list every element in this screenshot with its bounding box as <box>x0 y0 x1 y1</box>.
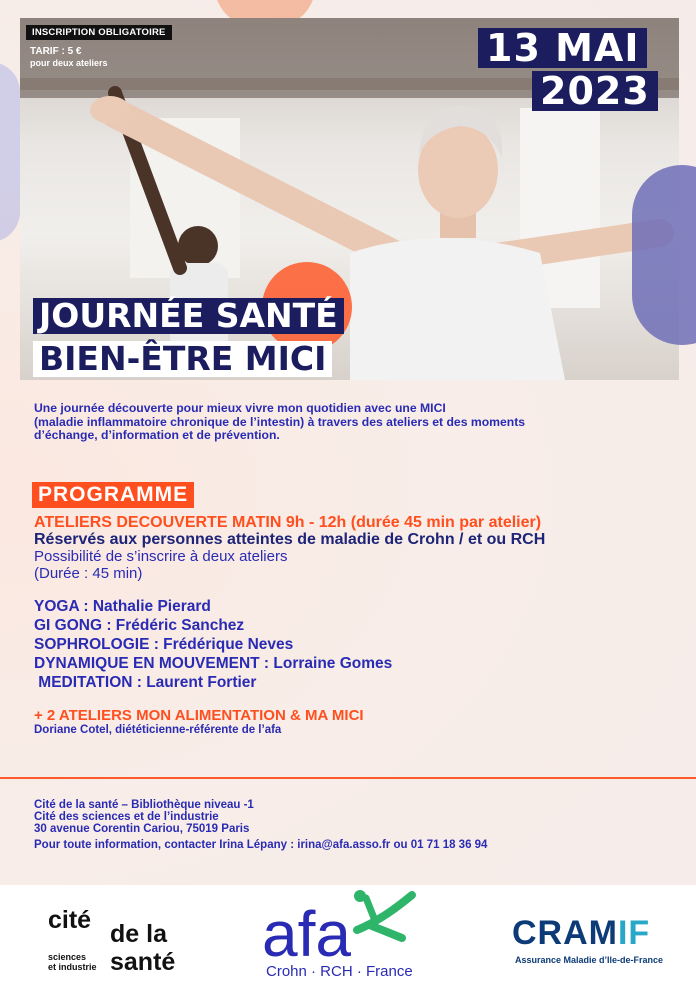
cite-logo-sub2: et industrie <box>48 962 97 972</box>
afa-logo <box>262 890 432 965</box>
page-title-line2: BIEN-ÊTRE MICI <box>33 341 332 377</box>
address-line: 30 avenue Corentin Cariou, 75019 Paris <box>34 823 250 835</box>
inscription-badge: INSCRIPTION OBLIGATOIRE <box>26 25 172 40</box>
contact-line: Pour toute information, contacter Irina Lépany : irina@afa.asso.fr ou 01 71 18 36 94 <box>34 839 488 851</box>
atelier-item: MEDITATION : Laurent Fortier <box>34 674 257 691</box>
cite-logo-de-la-sante <box>110 920 175 976</box>
cite-logo-sub1: sciences <box>48 952 87 962</box>
atelier-item: SOPHROLOGIE : Frédérique Neves <box>34 636 294 653</box>
page-title-line1: JOURNÉE SANTÉ <box>33 298 344 334</box>
cite-logo-sante: santé <box>110 948 176 976</box>
atelier-item: GI GONG : Frédéric Sanchez <box>34 617 245 634</box>
intro-line: (maladie inflammatoire chronique de l’intestin) à travers des ateliers et des moments <box>34 414 526 429</box>
cite-logo-subtitle <box>48 952 97 972</box>
intro-line: Une journée découverte pour mieux vivre mon quotidien avec une MICI <box>34 401 446 415</box>
possibilite-text: Possibilité de s’inscrire à deux ateliers <box>34 548 288 565</box>
address-line: Cité de la santé – Bibliothèque niveau -1 <box>34 799 254 811</box>
alimentation-heading: + 2 ATELIERS MON ALIMENTATION & MA MICI <box>34 707 364 724</box>
cramif-logo-a: CRAM <box>512 914 618 952</box>
reserves-text: Réservés aux personnes atteintes de maladie de Crohn / et ou RCH <box>34 531 546 548</box>
afa-logo-text: afa <box>262 898 351 965</box>
intro-line: d’échange, d’information et de prévention. <box>34 428 280 442</box>
cramif-logo-b: IF <box>617 914 651 952</box>
decor-blob-violet <box>632 165 696 345</box>
cite-logo-de-la: de la <box>110 920 167 948</box>
duree-text: (Durée : 45 min) <box>34 565 143 582</box>
afa-logo-subtitle: Crohn · RCH · France <box>266 963 413 980</box>
tarif-sublabel: pour deux ateliers <box>30 58 108 68</box>
decor-blob-lilac <box>0 62 20 242</box>
ateliers-matin: ATELIERS DECOUVERTE MATIN 9h - 12h (durée 45 min par atelier) <box>34 514 542 531</box>
cramif-logo <box>512 914 650 953</box>
intro-text <box>34 402 594 443</box>
event-date-year: 2023 <box>532 71 658 111</box>
tarif-label: TARIF : 5 € <box>30 46 82 57</box>
programme-heading: PROGRAMME <box>32 482 194 508</box>
address-line: Cité des sciences et de l’industrie <box>34 811 219 823</box>
atelier-item: DYNAMIQUE EN MOUVEMENT : Lorraine Gomes <box>34 655 393 672</box>
event-date-day: 13 MAI <box>478 28 647 68</box>
cramif-logo-subtitle: Assurance Maladie d’Ile-de-France <box>515 955 664 965</box>
divider <box>0 777 696 779</box>
dieteticienne-text: Doriane Cotel, diététicienne-référente de l’afa <box>34 724 282 736</box>
atelier-item: YOGA : Nathalie Pierard <box>34 598 211 615</box>
cite-logo-cite: cité <box>48 906 92 934</box>
